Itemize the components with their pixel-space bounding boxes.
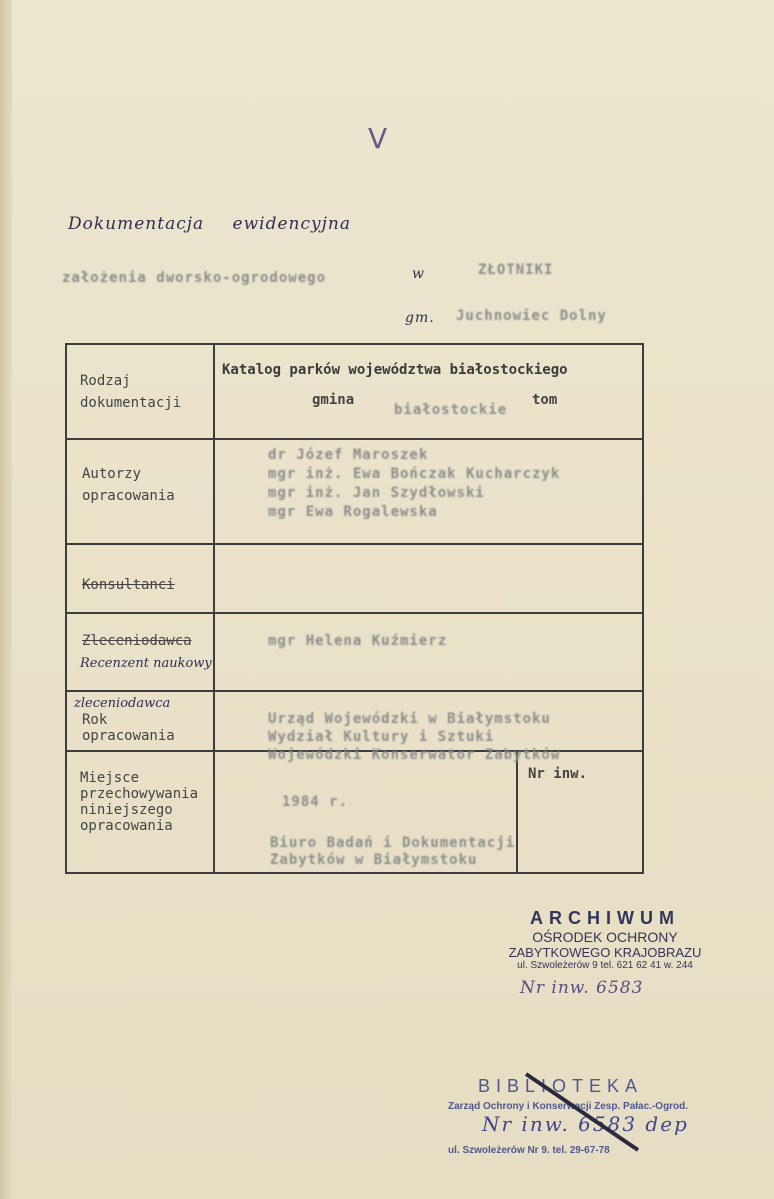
archive-inventory-handwritten: Nr inw. 6583 <box>520 978 644 998</box>
row-divider-3 <box>65 612 644 614</box>
author-1: dr Józef Maroszek <box>268 447 429 463</box>
year-value: 1984 r. <box>282 794 349 810</box>
row-divider-2 <box>65 543 644 545</box>
author-2: mgr inż. Ewa Bończak Kucharczyk <box>268 466 561 482</box>
author-3: mgr inż. Jan Szydłowski <box>268 485 485 501</box>
label-consultants: Konsultanci <box>82 577 175 593</box>
page-edge <box>0 0 12 1199</box>
label-reviewer-handwritten: Recenzent naukowy <box>80 656 212 671</box>
archive-stamp-line-3: ul. Szwoleżerów 9 tel. 621 62 41 w. 244 <box>517 960 693 971</box>
catalog-title: Katalog parków województwa białostockiego <box>222 362 568 378</box>
storage-line-2: Zabytków w Białymstoku <box>270 852 478 868</box>
doc-type-handwritten: Dokumentacja ewidencyjna <box>68 214 351 234</box>
archive-stamp <box>480 908 730 971</box>
label-authors: Autorzy opracowania <box>82 466 175 504</box>
author-4: mgr Ewa Rogalewska <box>268 504 438 520</box>
library-stamp-title: BIBLIOTEKA <box>478 1076 644 1096</box>
inventory-cell-divider <box>516 750 518 874</box>
reviewer-name: mgr Helena Kuźmierz <box>268 633 448 649</box>
library-stamp-line-2: ul. Szwoleżerów Nr 9. tel. 29-67-78 <box>448 1145 610 1156</box>
row-divider-1 <box>65 438 644 440</box>
check-mark: V <box>368 122 389 155</box>
commune-abbrev-handwritten: gm. <box>405 310 435 326</box>
archive-stamp-line-2: ZABYTKOWEGO KRAJOBRAZU <box>508 945 702 960</box>
label-commissioner-handwritten: zleceniodawca <box>74 696 171 711</box>
commissioner-line-1: Urząd Wojewódzki w Białymstoku <box>268 711 551 727</box>
gmina-label: gmina <box>312 392 355 408</box>
inventory-number-label: Nr inw. <box>528 766 588 782</box>
library-stamp-line-1: Zarząd Ochrony i Konserwacji Zesp. Pałac.-Ogrod. <box>448 1101 689 1112</box>
ensemble-type-typed: założenia dworsko-ogrodowego <box>62 270 327 286</box>
label-year: Rok opracowania <box>82 712 175 744</box>
row-divider-4 <box>65 690 644 692</box>
label-storage-place: Miejsce przechowywania niniejszego opracowania <box>80 770 199 834</box>
label-document-type: Rodzaj dokumentacji <box>80 373 182 411</box>
label-commissioner-struck: Zleceniodawca <box>82 633 192 649</box>
gmina-name: białostockie <box>394 402 508 418</box>
commissioner-line-3: Wojewódzki Konserwator Zabytków <box>268 747 561 763</box>
commissioner-line-2: Wydział Kultury i Sztuki <box>268 729 495 745</box>
archive-stamp-title: ARCHIWUM <box>530 908 680 928</box>
tom-label: tom <box>532 392 558 408</box>
commune-name: Juchnowiec Dolny <box>456 308 607 324</box>
library-stamp-strike-mark <box>520 1068 650 1158</box>
storage-line-1: Biuro Badań i Dokumentacji <box>270 835 516 851</box>
library-inventory-handwritten: Nr inw. 6583 dep <box>482 1112 689 1136</box>
archive-stamp-line-1: OŚRODEK OCHRONY <box>532 929 678 945</box>
strike-stroke <box>526 1074 638 1150</box>
preposition-handwritten: w <box>412 266 425 282</box>
table-column-divider <box>213 343 215 874</box>
place-name: ZŁOTNIKI <box>478 262 554 278</box>
